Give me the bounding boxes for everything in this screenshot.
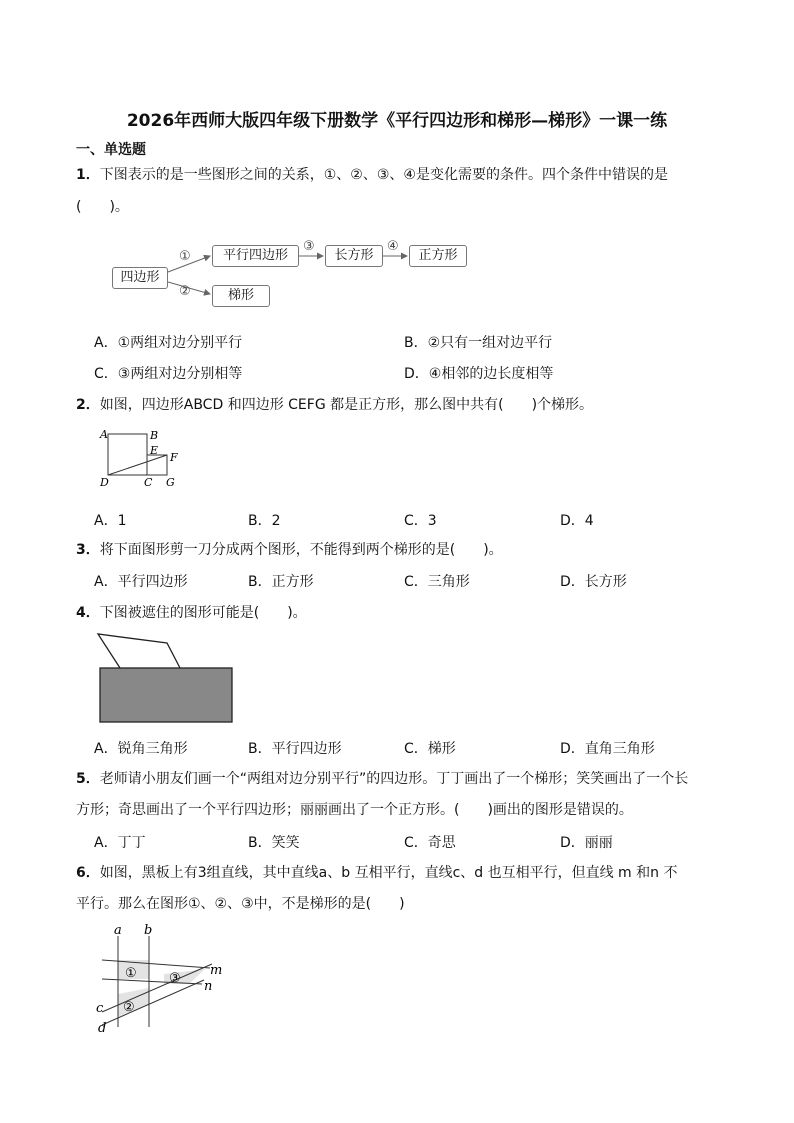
box-trapezoid: 梯形: [212, 285, 270, 307]
region-3-label: ③: [169, 971, 181, 986]
question-text: 如图，四边形ABCD 和四边形 CEFG 都是正方形，那么图中共有( )个梯形。: [99, 397, 594, 413]
question-number: 6．: [76, 865, 100, 881]
q5-option-b[interactable]: B．笑笑: [248, 835, 300, 851]
box-parallelogram: 平行四边形: [212, 245, 299, 267]
question-4: [76, 603, 307, 623]
q1-option-b[interactable]: B．②只有一组对边平行: [404, 335, 553, 351]
line-b-label: b: [144, 923, 153, 938]
question-5-line2: 方形；奇思画出了一个平行四边形；丽丽画出了一个正方形。( )画出的图形是错误的。: [76, 802, 633, 818]
parallel-lines-diagram: [92, 922, 232, 1040]
question-1: [76, 165, 668, 185]
question-3: [76, 540, 503, 560]
label-e: E: [150, 444, 159, 457]
question-number: 1．: [76, 167, 100, 183]
square-diagram-lines: [98, 424, 188, 492]
line-m-label: m: [210, 963, 223, 978]
shape-relation-diagram: [104, 236, 474, 312]
label-g: G: [166, 476, 175, 489]
q2-option-a[interactable]: A．1: [94, 513, 127, 529]
parallel-lines-graphic: [92, 922, 232, 1040]
q1-option-d[interactable]: D．④相邻的边长度相等: [404, 366, 554, 382]
q4-option-d[interactable]: D．直角三角形: [560, 741, 655, 757]
q2-option-b[interactable]: B．2: [248, 513, 281, 529]
question-text: 将下面图形剪一刀分成两个图形，不能得到两个梯形的是( )。: [99, 542, 503, 558]
q2-option-d[interactable]: D．4: [560, 513, 594, 529]
label-f: F: [170, 451, 178, 464]
q5-option-c[interactable]: C．奇思: [404, 835, 456, 851]
q5-option-d[interactable]: D．丽丽: [560, 835, 613, 851]
covered-shape-diagram: [94, 630, 239, 726]
q1-option-a[interactable]: A．①两组对边分别平行: [94, 335, 243, 351]
condition-4-label: ④: [387, 239, 399, 254]
q2-option-c[interactable]: C．3: [404, 513, 437, 529]
region-1-label: ①: [125, 966, 137, 981]
question-6-line2: 平行。那么在图形①、②、③中，不是梯形的是( ): [76, 896, 405, 912]
question-number: 4．: [76, 605, 100, 621]
question-2: [76, 395, 593, 415]
question-text: 下图被遮住的图形可能是( )。: [99, 605, 307, 621]
question-6: [76, 863, 677, 883]
region-2-label: ②: [123, 1000, 135, 1015]
question-number: 2．: [76, 397, 100, 413]
box-quadrilateral: 四边形: [112, 267, 168, 289]
page-title: 2026年西师大版四年级下册数学《平行四边形和梯形—梯形》一课一练: [126, 111, 668, 131]
q5-option-a[interactable]: A．丁丁: [94, 835, 146, 851]
box-square: 正方形: [409, 245, 467, 267]
square-diagram: [98, 424, 188, 492]
q3-option-b[interactable]: B．正方形: [248, 574, 314, 590]
line-d-label: d: [98, 1021, 107, 1036]
q1-option-c[interactable]: C．③两组对边分别相等: [94, 366, 243, 382]
q4-option-b[interactable]: B．平行四边形: [248, 741, 342, 757]
label-d: D: [100, 476, 109, 489]
question-text: 老师请小朋友们画一个“两组对边分别平行”的四边形。丁丁画出了一个梯形；笑笑画出了一个长: [99, 771, 689, 787]
condition-1-label: ①: [179, 249, 191, 264]
question-number: 3．: [76, 542, 100, 558]
line-n-label: n: [204, 979, 213, 994]
q4-option-c[interactable]: C．梯形: [404, 741, 456, 757]
condition-2-label: ②: [179, 284, 191, 299]
question-1-line2: ( )。: [76, 199, 129, 215]
q3-option-a[interactable]: A．平行四边形: [94, 574, 188, 590]
covered-shape-graphic: [94, 630, 239, 726]
section-heading: 一、单选题: [76, 142, 146, 158]
question-5: [76, 769, 688, 789]
label-b: B: [150, 429, 159, 442]
label-a: A: [100, 428, 108, 441]
q3-option-c[interactable]: C．三角形: [404, 574, 470, 590]
label-c: C: [144, 476, 153, 489]
question-number: 5．: [76, 771, 100, 787]
line-a-label: a: [114, 923, 122, 938]
condition-3-label: ③: [303, 239, 315, 254]
question-text: 如图，黑板上有3组直线，其中直线a、b 互相平行，直线c、d 也互相平行，但直线 m 和n 不: [99, 865, 678, 881]
q3-option-d[interactable]: D．长方形: [560, 574, 627, 590]
question-text: 下图表示的是一些图形之间的关系，①、②、③、④是变化需要的条件。四个条件中错误的是: [99, 167, 668, 183]
q4-option-a[interactable]: A．锐角三角形: [94, 741, 188, 757]
line-c-label: c: [96, 1001, 104, 1016]
box-rectangle: 长方形: [325, 245, 383, 267]
